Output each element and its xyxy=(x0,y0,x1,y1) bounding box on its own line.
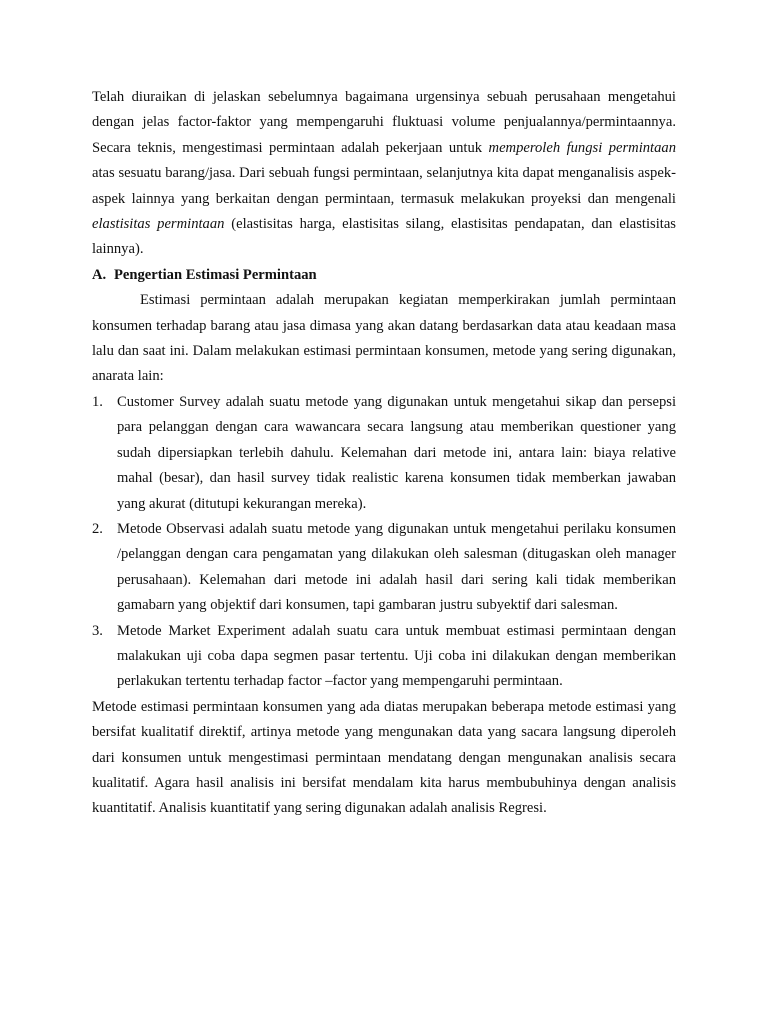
intro-italic-2: elastisitas permintaan xyxy=(92,216,225,233)
section-title: Pengertian Estimasi Permintaan xyxy=(114,266,317,283)
section-paragraph: Estimasi permintaan adalah merupakan kegiatan memperkirakan jumlah permintaan konsumen terhadap barang atau jasa dimasa yang akan datang berdasarkan data atau keadaan masa lalu dan saat ini. Dalam melakukan estimasi permintaan konsumen, metode yang sering digunakan, anarata lain: xyxy=(92,292,676,385)
section-number: A. xyxy=(92,266,107,283)
list-item-text: Metode Market Experiment adalah suatu cara untuk membuat estimasi permintaan dengan malakukan uji coba dapa segmen pasar tertentu. Uji coba ini dilakukan dengan memberikan perlakukan tertentu terhadap factor –factor yang mempengaruhi permintaan. xyxy=(117,622,676,690)
list-item-text: Customer Survey adalah suatu metode yang digunakan untuk mengetahui sikap dan persepsi para pelanggan dengan cara wawancara secara langsung atau memberikan questioner yang sudah dipersiapkan terlebih dahulu. Kelemahan dari metode ini, antara lain: biaya relative mahal (besar), dan hasil survey tidak realistic karena konsumen tidak memberkan jawaban yang akurat (ditutupi kekurangan mereka). xyxy=(117,393,676,512)
list-item-number: 2. xyxy=(92,520,103,537)
list-item xyxy=(92,390,676,517)
intro-italic-1: memperoleh fungsi permintaan xyxy=(488,139,677,156)
intro-text-2: atas sesuatu barang/jasa. Dari sebuah fungsi permintaan, selanjutnya kita dapat menganalisis aspek-aspek lainnya yang berkaitan dengan permintaan, termasuk melakukan proyeksi dan mengenali xyxy=(92,165,676,207)
list-item xyxy=(92,619,676,695)
closing-paragraph: Metode estimasi permintaan konsumen yang ada diatas merupakan beberapa metode estimasi yang bersifat kualitatif direktif, artinya metode yang mengunakan data yang sacara langsung diperoleh dari konsumen untuk mengestimasi permintaan mendatang dengan mengunakan analisis secara kualitatif. Agara hasil analisis ini bersifat mendalam kita harus membubuhinya dengan analisis kuantitatif. Analisis kuantitatif yang sering digunakan adalah analisis Regresi. xyxy=(92,698,676,817)
section-heading xyxy=(92,263,676,288)
list-item-number: 1. xyxy=(92,393,103,410)
list-item-number: 3. xyxy=(92,622,103,639)
list-item xyxy=(92,517,676,619)
intro-paragraph xyxy=(92,85,676,263)
intro-text-3: (elastisitas harga, elastisitas silang, elastisitas pendapatan, dan elastisitas lainnya). xyxy=(92,216,676,258)
list-item-text: Metode Observasi adalah suatu metode yang digunakan untuk mengetahui perilaku konsumen /pelanggan dengan cara pengamatan yang dilakukan oleh salesman (ditugaskan oleh manager perusahaan). Kelemahan dari metode ini adalah hasil dari sering kali tidak memberikan gamabarn yang objektif dari konsumen, tapi gambaran justru subyektif dari salesman. xyxy=(117,520,676,614)
intro-text-1: Telah diuraikan di jelaskan sebelumnya bagaimana urgensinya sebuah perusahaan mengetahui dengan jelas factor-faktor yang mempengaruhi fluktuasi volume penjualannya/permintaannya. Secara teknis, mengestimasi permintaan adalah pekerjaan untuk xyxy=(92,89,676,156)
methods-list xyxy=(92,390,676,695)
